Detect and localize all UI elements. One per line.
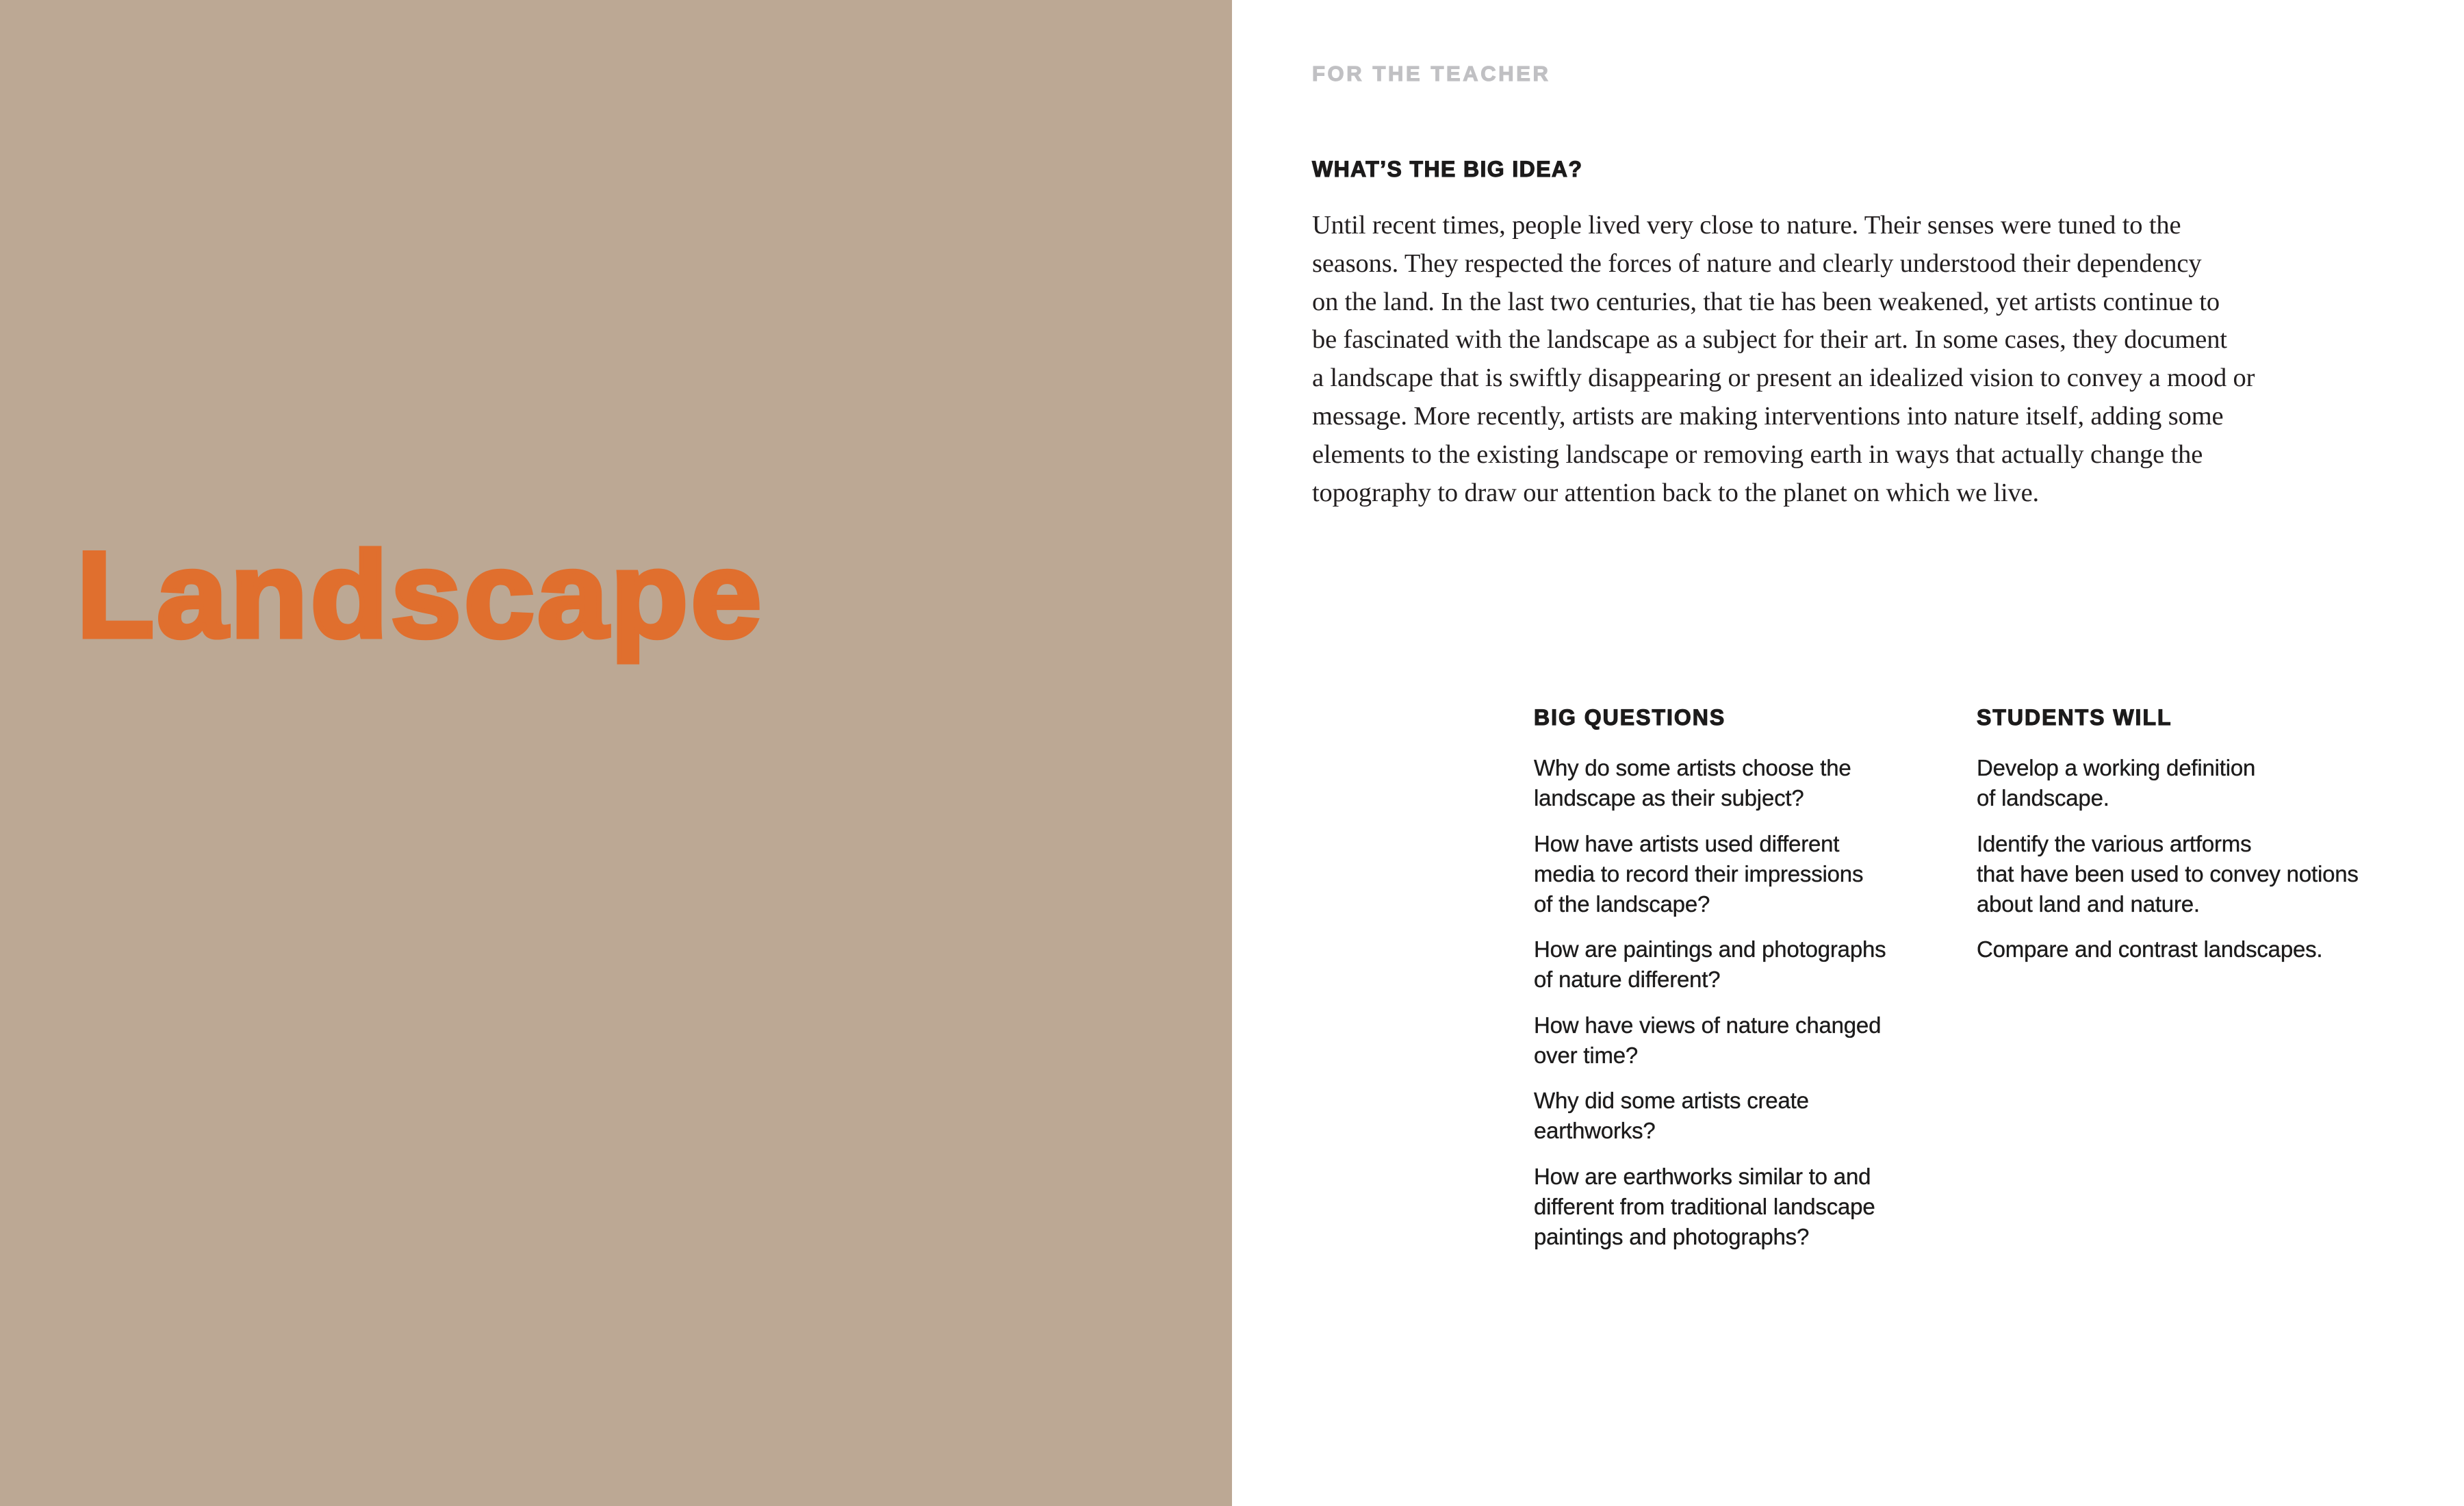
item-line: Why do some artists choose the — [1534, 755, 1851, 780]
item-line: How are earthworks similar to and — [1534, 1163, 1871, 1189]
item-line: landscape as their subject? — [1534, 785, 1804, 811]
item-line: over time? — [1534, 1042, 1639, 1068]
item-line: Develop a working definition — [1977, 755, 2256, 780]
page-title: Landscape — [77, 526, 765, 663]
objective-item — [1977, 829, 2401, 919]
item-line: that have been used to convey notions — [1977, 860, 2359, 886]
paragraph-line: elements to the existing landscape or removing earth in ways that actually change the — [1312, 439, 2203, 469]
item-line: of the landscape? — [1534, 891, 1710, 917]
section-kicker: FOR THE TEACHER — [1312, 62, 1551, 86]
question-item — [1534, 1010, 1958, 1071]
question-item — [1534, 753, 1958, 813]
item-line: different from traditional landscape — [1534, 1193, 1875, 1219]
item-line: How are paintings and photographs — [1534, 936, 1886, 962]
paragraph-line: topography to draw our attention back to the planet on which we live. — [1312, 478, 2040, 507]
big-idea-heading: WHAT’S THE BIG IDEA? — [1312, 157, 1583, 181]
item-line: How have artists used different — [1534, 830, 1840, 856]
big-questions-heading: BIG QUESTIONS — [1534, 705, 1726, 730]
paragraph-line: seasons. They respected the forces of nature and clearly understood their dependency — [1312, 248, 2202, 278]
big-idea-paragraph — [1312, 207, 2255, 512]
students-will-column — [1977, 706, 2401, 980]
objective-item — [1977, 753, 2401, 813]
objective-item — [1977, 934, 2401, 965]
item-line: earthworks? — [1534, 1118, 1656, 1143]
paragraph-line: message. More recently, artists are making interventions into nature itself, adding some — [1312, 401, 2224, 431]
item-line: paintings and photographs? — [1534, 1223, 1810, 1249]
paragraph-line: on the land. In the last two centuries, that tie has been weakened, yet artists continue to — [1312, 287, 2220, 316]
item-line: Compare and contrast landscapes. — [1977, 936, 2323, 962]
item-line: of nature different? — [1534, 967, 1721, 992]
students-will-heading: STUDENTS WILL — [1977, 705, 2172, 730]
item-line: media to record their impressions — [1534, 860, 1864, 886]
question-item — [1534, 934, 1958, 995]
big-questions-column — [1534, 706, 1958, 1267]
item-line: Identify the various artforms — [1977, 830, 2252, 856]
paragraph-line: a landscape that is swiftly disappearing or present an idealized vision to convey a mood or — [1312, 363, 2255, 393]
item-line: about land and nature. — [1977, 891, 2200, 917]
item-line: Why did some artists create — [1534, 1088, 1809, 1113]
item-line: How have views of nature changed — [1534, 1012, 1882, 1038]
paragraph-line: be fascinated with the landscape as a subject for their art. In some cases, they document — [1312, 325, 2227, 355]
question-item — [1534, 1162, 1958, 1252]
item-line: of landscape. — [1977, 785, 2109, 811]
question-item — [1534, 829, 1958, 919]
paragraph-line: Until recent times, people lived very close to nature. Their senses were tuned to the — [1312, 211, 2181, 240]
question-item — [1534, 1086, 1958, 1146]
right-panel — [1232, 0, 2464, 1506]
